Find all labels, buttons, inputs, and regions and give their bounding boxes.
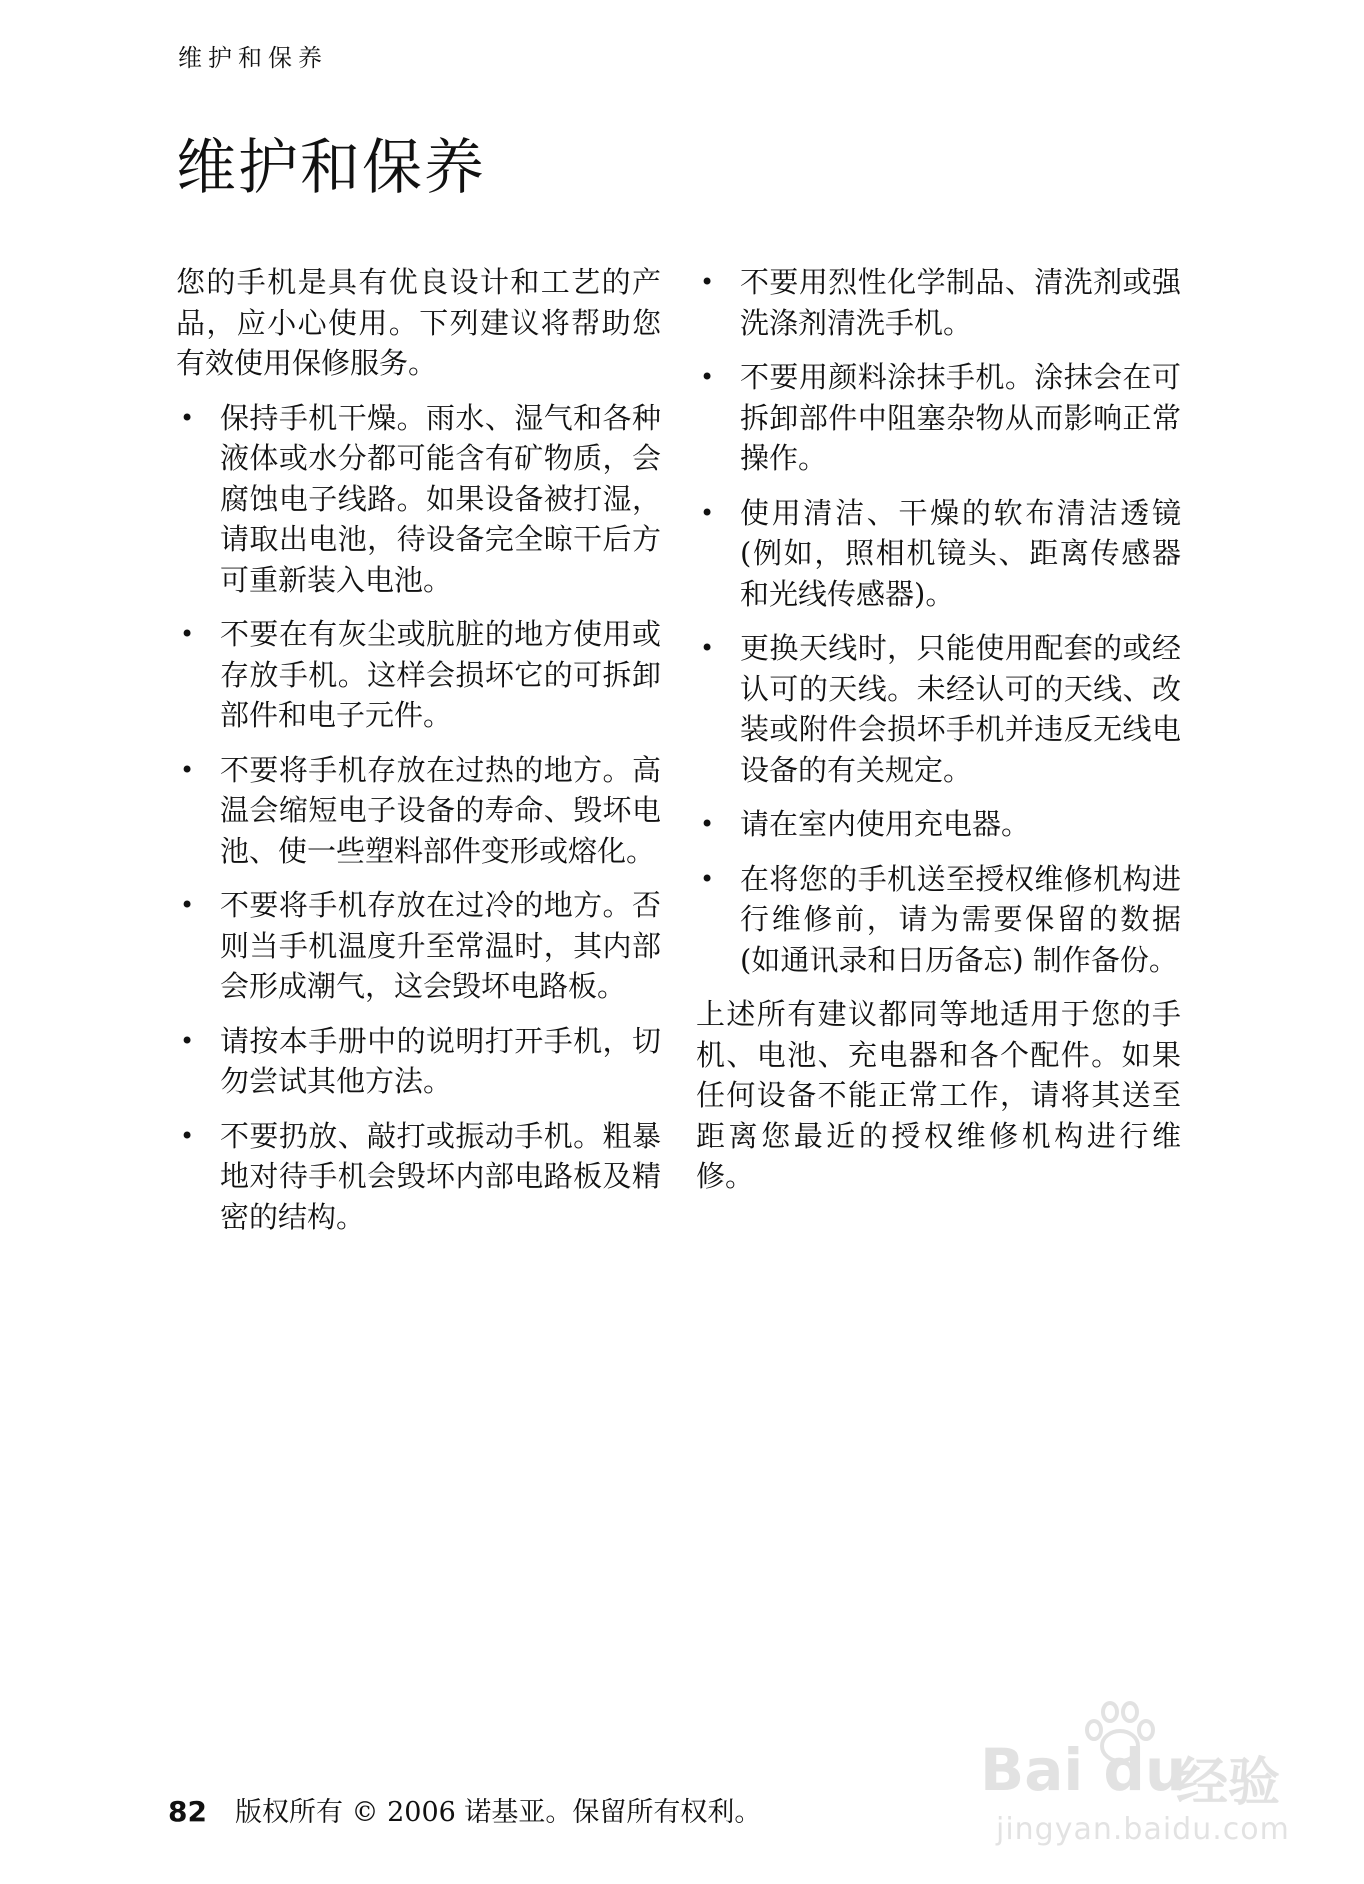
list-item-text: 不要将手机存放在过冷的地方。否则当手机温度升至常温时，其内部会形成潮气，这会毁坏电路板。: [220, 888, 661, 1003]
intro-paragraph: 您的手机是具有优良设计和工艺的产品，应小心使用。下列建议将帮助您有效使用保修服务。: [176, 265, 661, 380]
watermark-brand-cn: 经验: [1176, 1753, 1281, 1813]
watermark-brand: Bai du: [980, 1736, 1187, 1804]
bullet-icon: •: [700, 498, 715, 527]
list-item: [176, 885, 661, 1007]
bullet-icon: •: [700, 810, 715, 838]
bullet-icon: •: [700, 363, 715, 391]
bullet-icon: •: [180, 1121, 195, 1150]
copyright-notice: 版权所有 © 2006 诺基亚。保留所有权利。: [234, 1797, 762, 1828]
bullet-icon: •: [180, 755, 195, 784]
bullet-icon: •: [700, 268, 715, 296]
bullet-icon: •: [180, 1026, 195, 1055]
bullet-icon: •: [180, 620, 195, 648]
running-header: 维护和保养: [178, 44, 328, 72]
list-item-text: 请按本手册中的说明打开手机，切勿尝试其他方法。: [220, 1023, 661, 1098]
closing-paragraph: 上述所有建议都同等地适用于您的手机、电池、充电器和各个配件。如果任何设备不能正常工作，请将其送至距离您最近的授权维修机构进行维修。: [696, 997, 1181, 1193]
list-item: [176, 1116, 661, 1238]
list-item: [696, 628, 1181, 790]
page-title: 维护和保养: [176, 133, 486, 203]
list-item: [176, 1021, 661, 1102]
list-item: [696, 859, 1181, 981]
baidu-watermark: [980, 1700, 1300, 1850]
page-footer: [168, 1790, 761, 1829]
left-column: [176, 262, 661, 1251]
list-item-text: 在将您的手机送至授权维修机构进行维修前，请为需要保留的数据 (如通讯录和日历备忘) 制作备份。: [740, 861, 1181, 977]
list-item-text: 不要用颜料涂抹手机。涂抹会在可拆卸部件中阻塞杂物从而影响正常操作。: [740, 360, 1181, 475]
list-item: [696, 493, 1181, 615]
list-item: [696, 262, 1181, 343]
bullet-icon: •: [700, 864, 715, 893]
list-item: [696, 804, 1181, 845]
list-item: [696, 357, 1181, 479]
watermark-domain: jingyan.baidu.com: [996, 1812, 1290, 1847]
list-item: [176, 398, 661, 601]
list-item-text: 请在室内使用充电器。: [740, 807, 1031, 841]
left-bullet-list: [176, 398, 661, 1238]
bullet-icon: •: [180, 403, 195, 432]
list-item-text: 不要扔放、敲打或振动手机。粗暴地对待手机会毁坏内部电路板及精密的结构。: [220, 1118, 661, 1234]
list-item: [176, 614, 661, 736]
list-item: [176, 750, 661, 872]
list-item-text: 不要用烈性化学制品、清洗剂或强洗涤剂清洗手机。: [740, 265, 1181, 340]
right-column: [696, 262, 1181, 1211]
list-item-text: 更换天线时，只能使用配套的或经认可的天线。未经认可的天线、改装或附件会损坏手机并违反无线电设备的有关规定。: [740, 631, 1181, 787]
bullet-icon: •: [700, 634, 715, 662]
list-item-text: 不要在有灰尘或肮脏的地方使用或存放手机。这样会损坏它的可拆卸部件和电子元件。: [220, 617, 661, 732]
list-item-text: 使用清洁、干燥的软布清洁透镜 (例如，照相机镜头、距离传感器和光线传感器)。: [740, 495, 1181, 611]
right-bullet-list: [696, 262, 1181, 980]
page-number: 82: [168, 1795, 207, 1828]
list-item-text: 不要将手机存放在过热的地方。高温会缩短电子设备的寿命、毁坏电池、使一些塑料部件变形或熔化。: [220, 752, 661, 868]
list-item-text: 保持手机干燥。雨水、湿气和各种液体或水分都可能含有矿物质，会腐蚀电子线路。如果设备被打湿，请取出电池，待设备完全晾干后方可重新装入电池。: [220, 400, 661, 597]
bullet-icon: •: [180, 891, 195, 919]
